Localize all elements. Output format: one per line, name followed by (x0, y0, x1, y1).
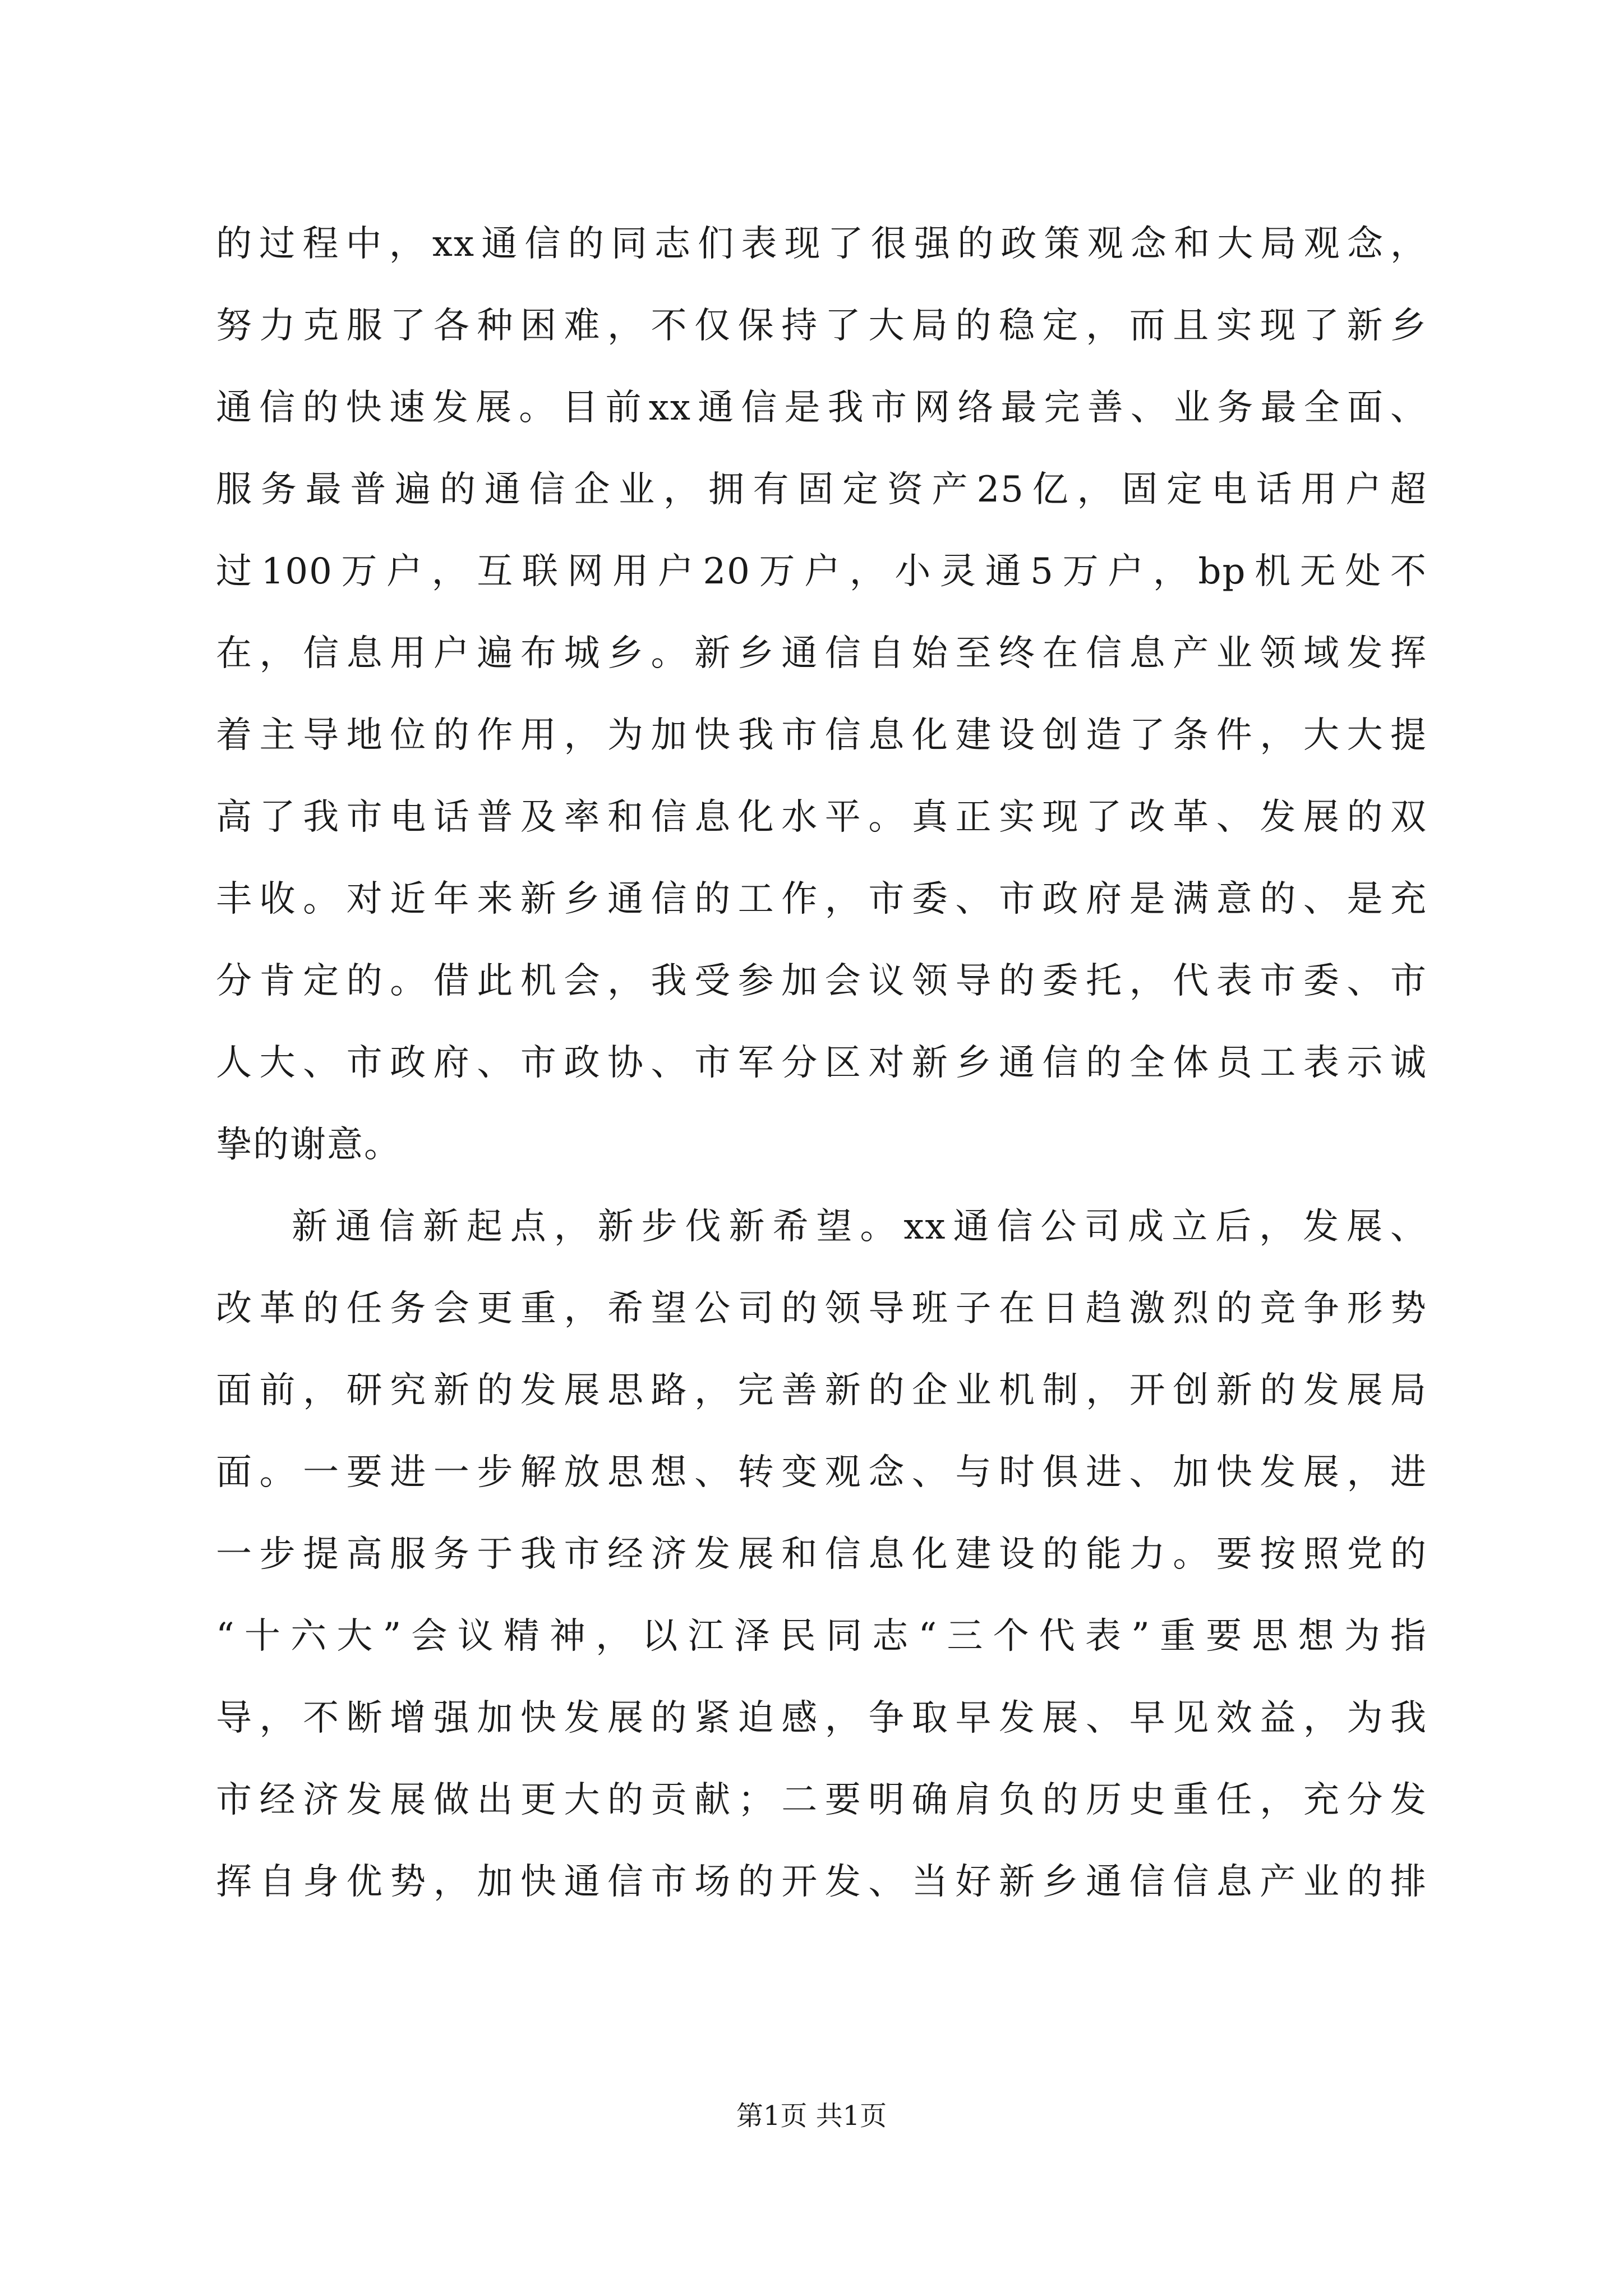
text-line: 努力克服了各种困难，不仅保持了大局的稳定，而且实现了新乡 (216, 305, 1427, 347)
text-line: 面。一要进一步解放思想、转变观念、与时俱进、加快发展，进 (216, 1452, 1427, 1493)
text-line: “十六大”会议精神，以江泽民同志“三个代表”重要思想为指 (216, 1616, 1427, 1657)
text-line: 挥自身优势，加快通信市场的开发、当好新乡通信信息产业的排 (216, 1861, 1427, 1903)
text-line: 高了我市电话普及率和信息化水平。真正实现了改革、发展的双 (216, 797, 1427, 838)
text-line: 一步提高服务于我市经济发展和信息化建设的能力。要按照党的 (216, 1534, 1427, 1575)
text-line: 服务最普遍的通信企业，拥有固定资产25亿，固定电话用户超 (216, 469, 1427, 510)
text-line: 改革的任务会更重，希望公司的领导班子在日趋激烈的竞争形势 (216, 1288, 1427, 1329)
text-line: 人大、市政府、市政协、市军分区对新乡通信的全体员工表示诚 (216, 1042, 1427, 1084)
text-line: 在，信息用户遍布城乡。新乡通信自始至终在信息产业领域发挥 (216, 633, 1427, 674)
text-line: 的过程中，xx通信的同志们表现了很强的政策观念和大局观念， (216, 223, 1427, 265)
text-line-indented: 新通信新起点，新步伐新希望。xx通信公司成立后，发展、 (292, 1206, 1427, 1248)
text-line: 丰收。对近年来新乡通信的工作，市委、市政府是满意的、是充 (216, 878, 1427, 920)
text-line: 市经济发展做出更大的贡献；二要明确肩负的历史重任，充分发 (216, 1779, 1427, 1821)
text-line: 挚的谢意。 (216, 1124, 401, 1166)
text-line: 通信的快速发展。目前xx通信是我市网络最完善、业务最全面、 (216, 387, 1427, 429)
text-line: 过100万户，互联网用户20万户，小灵通5万户，bp机无处不 (216, 551, 1427, 592)
text-line: 导，不断增强加快发展的紧迫感，争取早发展、早见效益，为我 (216, 1697, 1427, 1739)
text-line: 面前，研究新的发展思路，完善新的企业机制，开创新的发展局 (216, 1370, 1427, 1411)
text-line: 着主导地位的作用，为加快我市信息化建设创造了条件，大大提 (216, 715, 1427, 756)
text-line: 分肯定的。借此机会，我受参加会议领导的委托，代表市委、市 (216, 960, 1427, 1002)
page-footer: 第1页 共1页 (736, 2100, 887, 2132)
